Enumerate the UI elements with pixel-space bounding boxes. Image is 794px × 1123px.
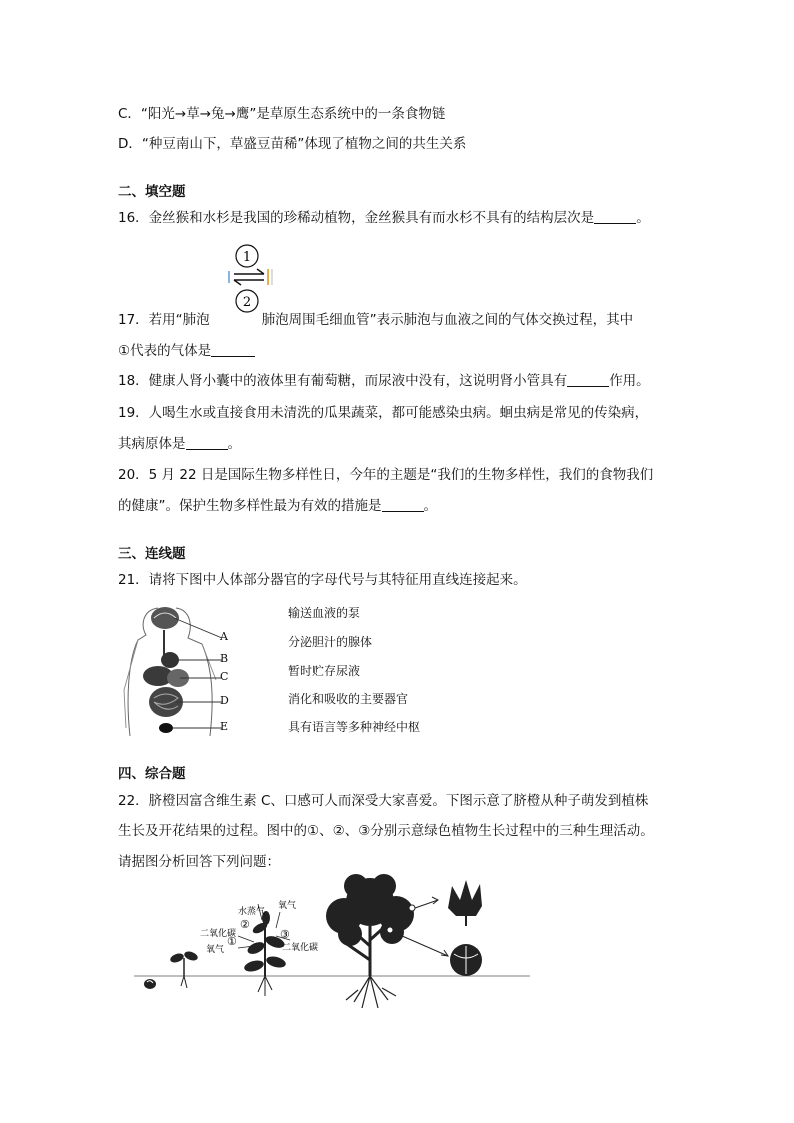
tree-canopy-4 [338,922,362,946]
right-marker [267,269,269,285]
label-mark-2: ② [240,918,250,931]
backward-arrow-head [234,280,241,285]
arrow-to-flower-head [432,897,438,904]
q20-part-b: 的健康”。保护生物多样性最为有效的措施是 [118,498,382,514]
q16-text: 16．金丝猴和水杉是我国的珍稀动植物，金丝猴具有而水杉不具有的结构层次是 [118,210,595,226]
heart [161,652,179,668]
q18-end: 作用。 [609,373,650,389]
feature-2[interactable]: 分泌胆汁的腺体 [288,635,373,649]
question-20-cont [118,497,437,515]
seedling-leaf-left [169,952,185,964]
question-18 [118,372,650,390]
q17-part-b: 肺泡周围毛细血管”表示肺泡与血液之间的气体交换过程，其中 [261,312,634,328]
q18-text: 18．健康人肾小囊中的液体里有葡萄糖，而尿液中没有，这说明肾小管具有 [118,373,568,389]
forward-arrow-head [257,269,264,274]
q16-end: 。 [636,210,650,226]
question-22-cont-2: 请据图分析回答下列问题： [118,854,280,870]
label-o2-right: 氧气 [278,901,297,911]
young-leaf-1 [243,959,265,974]
feature-3[interactable]: 暂时贮存尿液 [288,664,361,678]
option-d: D．“种豆南山下，草盛豆苗稀”体现了植物之间的共生关系 [118,136,467,152]
plant-growth-figure [130,870,530,1020]
q20-blank[interactable] [382,497,424,512]
flower [448,880,482,916]
flower-spot [409,905,415,911]
feature-5[interactable]: 具有语言等多种神经中枢 [288,720,421,734]
q19-blank[interactable] [186,435,228,450]
young-leaf-3 [246,940,267,957]
question-16 [118,209,650,227]
left-marker [228,271,230,283]
question-19: 19．人喝生水或直接食用未清洗的瓜果蔬菜，都可能感染虫病。蛔虫病是常见的传染病， [118,405,649,421]
q17-blank[interactable] [211,342,255,357]
bladder [159,723,173,733]
label-mark-3: ③ [280,928,290,941]
seedling-leaf-right [183,950,199,962]
tree-roots [346,976,396,1008]
label-co2-left: 二氧化碳 [200,929,237,939]
q17-part-c: ①代表的气体是 [118,343,212,359]
label-mark-1: ① [227,935,237,948]
exchange-symbol [226,243,286,317]
arrow-to-fruit [393,932,448,956]
question-22-cont-1: 生长及开花结果的过程。图中的①、②、③分别示意绿色植物生长过程中的三种生理活动。 [118,823,654,839]
question-20: 20．5 月 22 日是国际生物多样性日，今年的主题是“我们的生物多样性，我们的食物我们 [118,467,654,483]
organ-letter-d[interactable]: D [220,694,229,707]
question-17 [118,311,633,329]
section-fill-heading: 二、填空题 [118,184,186,200]
q20-end: 。 [423,498,437,514]
leader-a [174,618,222,638]
question-19-cont [118,435,241,453]
mark-2-digit: 2 [242,295,252,310]
label-water-vapor: 水蒸气 [238,907,266,917]
organ-letter-b[interactable]: B [220,652,229,665]
young-leaf-2 [265,955,287,970]
option-c: C．“阳光→草→兔→鹰”是草原生态系统中的一条食物链 [118,106,446,122]
mark-1-digit: 1 [242,250,252,265]
arrow-o2-in-right [276,912,280,928]
q19-end: 。 [227,436,241,452]
organ-letter-e[interactable]: E [220,720,229,733]
organ-letter-a[interactable]: A [220,630,228,643]
feature-4[interactable]: 消化和吸收的主要器官 [288,692,409,706]
section-comprehensive-heading: 四、综合题 [118,766,186,782]
q18-blank[interactable] [567,372,609,387]
label-co2-right: 二氧化碳 [282,943,319,953]
tree-canopy-7 [372,874,396,898]
seedling-roots [181,976,187,988]
feature-1[interactable]: 输送血液的泵 [288,606,361,620]
fruit-spot [387,927,393,933]
q19-part-b: 其病原体是 [118,436,186,452]
arrow-co2-in [238,936,254,942]
question-17-cont [118,342,255,360]
young-roots [258,976,272,996]
q16-blank[interactable] [594,209,636,224]
question-21: 21．请将下图中人体部分器官的字母代号与其特征用直线连接起来。 [118,572,527,588]
organ-letter-c[interactable]: C [220,670,229,683]
label-o2-left: 氧气 [206,945,225,955]
q17-part-a: 17．若用“肺泡 [118,312,210,328]
tree-canopy-6 [344,874,368,898]
section-match-heading: 三、连线题 [118,546,186,562]
human-organ-figure [118,600,258,738]
arrow-to-flower [415,900,438,908]
question-22: 22．脐橙因富含维生素 C、口感可人而深受大家喜爱。下图示意了脐橙从种子萌发到植株 [118,793,649,809]
